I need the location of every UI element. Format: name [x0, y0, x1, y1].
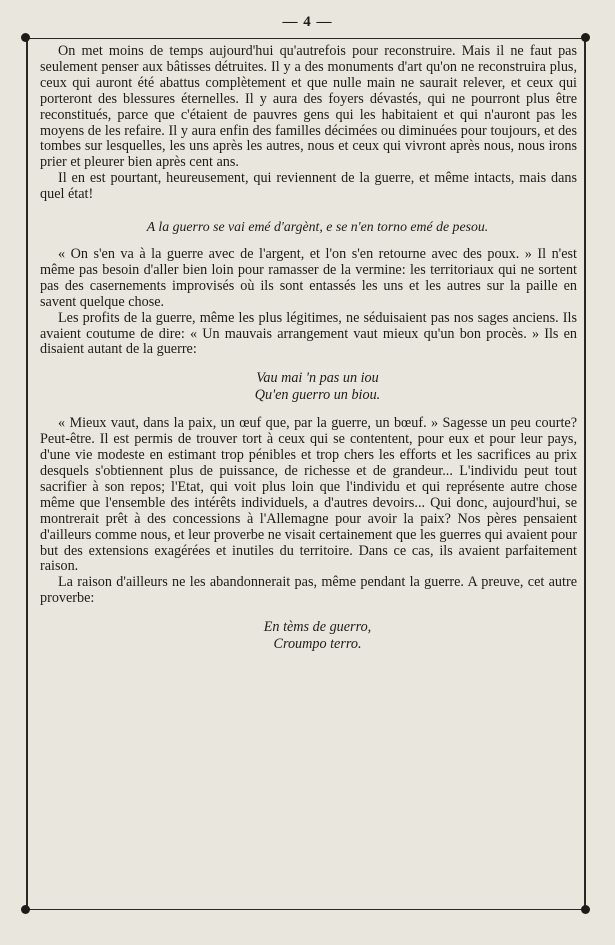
paragraph: On met moins de temps aujourd'hui qu'autrefois pour reconstruire. Mais il ne faut pas seulement penser aux bâtisses détruites. Il y a des monuments d'art qu'on ne reconstruira plus, ceux qui auront été abattus complètement et que nulle main ne saurait relever, et ceux qui porteront des blessures éternelles. Il y aura des foyers dévastés, qui ne pourront plus être reconstitués, parce que c'étaient de pauvres gens qui les habitaient et qui n'auront pas les moyens de les refaire. Il y aura enfin des familles décimées ou diminuées pour toujours, et des tombes sur lesquelles, les uns après les autres, nous et ceux qui vivront après nous, nous irons prier et pleurer bien après cent ans.: [40, 43, 577, 171]
paragraph: La raison d'ailleurs ne les abandonnerait pas, même pendant la guerre. A preuve, cet autre proverbe:: [40, 574, 577, 607]
spacer: [40, 203, 577, 219]
spacer: [40, 358, 577, 370]
proverb-line: Vau mai 'n pas un iou: [256, 370, 379, 387]
article-body: [40, 44, 577, 653]
page-number: — 4 —: [282, 14, 333, 30]
spacer: [40, 607, 577, 619]
corner-ornament-top-left: [21, 33, 30, 42]
paragraph: « On s'en va à la guerre avec de l'argent, et l'on s'en retourne avec des poux. » Il n'est même pas besoin d'aller bien loin pour ramasser de la vermine: les territoriaux qui ne sortent pas des casernements improvisés où ils sont entassés les uns et les autres sur la paille en savent quelque chose.: [40, 245, 577, 310]
corner-ornament-bottom-right: [581, 905, 590, 914]
proverb-line: En tèms de guerro,: [263, 619, 372, 636]
paragraph: « Mieux vaut, dans la paix, un œuf que, par la guerre, un bœuf. » Sagesse un peu courte? Peut-être. Il est permis de trouver tort à ceux qui se contentent, pour eux et pour leur pays, d'une vie modeste en estimant trop pénibles et trop chers les efforts et les sacrifices au prix desquels s'obtiennent plus de puissance, de richesse et de grandeur... L'individu peut tout sacrifier à son repos; l'Etat, qui voit plus loin que l'individu et qui représente autre chose même que l'ensemble des intérêts individuels, a d'autres devoirs... Qui donc, aujourd'hui, se montrerait prêt à des concessions à l'Allemagne pour avoir la paix? Nos pères pensaient d'ailleurs comme nous, et leur proverbe ne visait certainement que les guerres qui avaient pour but des extensions exagérées et inutiles du territoire. Dans ce cas, ils avaient parfaitement raison.: [40, 415, 577, 575]
proverb-line: Croumpo terro.: [273, 636, 362, 653]
proverb-provencal-3: [40, 619, 577, 653]
paragraph: Les profits de la guerre, même les plus légitimes, ne séduisaient pas nos sages anciens. Ils avaient coutume de dire: « Un mauvais arrangement vaut mieux qu'un bon procès. » Ils en disaient autant de la guerre:: [40, 309, 577, 358]
proverb-line: Qu'en guerro un biou.: [254, 387, 381, 404]
proverb-provencal-1: A la guerro se vai emé d'argènt, e se n'en torno emé de pesou.: [146, 219, 489, 235]
corner-ornament-bottom-left: [21, 905, 30, 914]
proverb-provencal-2: [40, 370, 577, 404]
paragraph: Il en est pourtant, heureusement, qui reviennent de la guerre, et même intacts, mais dans quel état!: [40, 170, 577, 203]
corner-ornament-top-right: [581, 33, 590, 42]
